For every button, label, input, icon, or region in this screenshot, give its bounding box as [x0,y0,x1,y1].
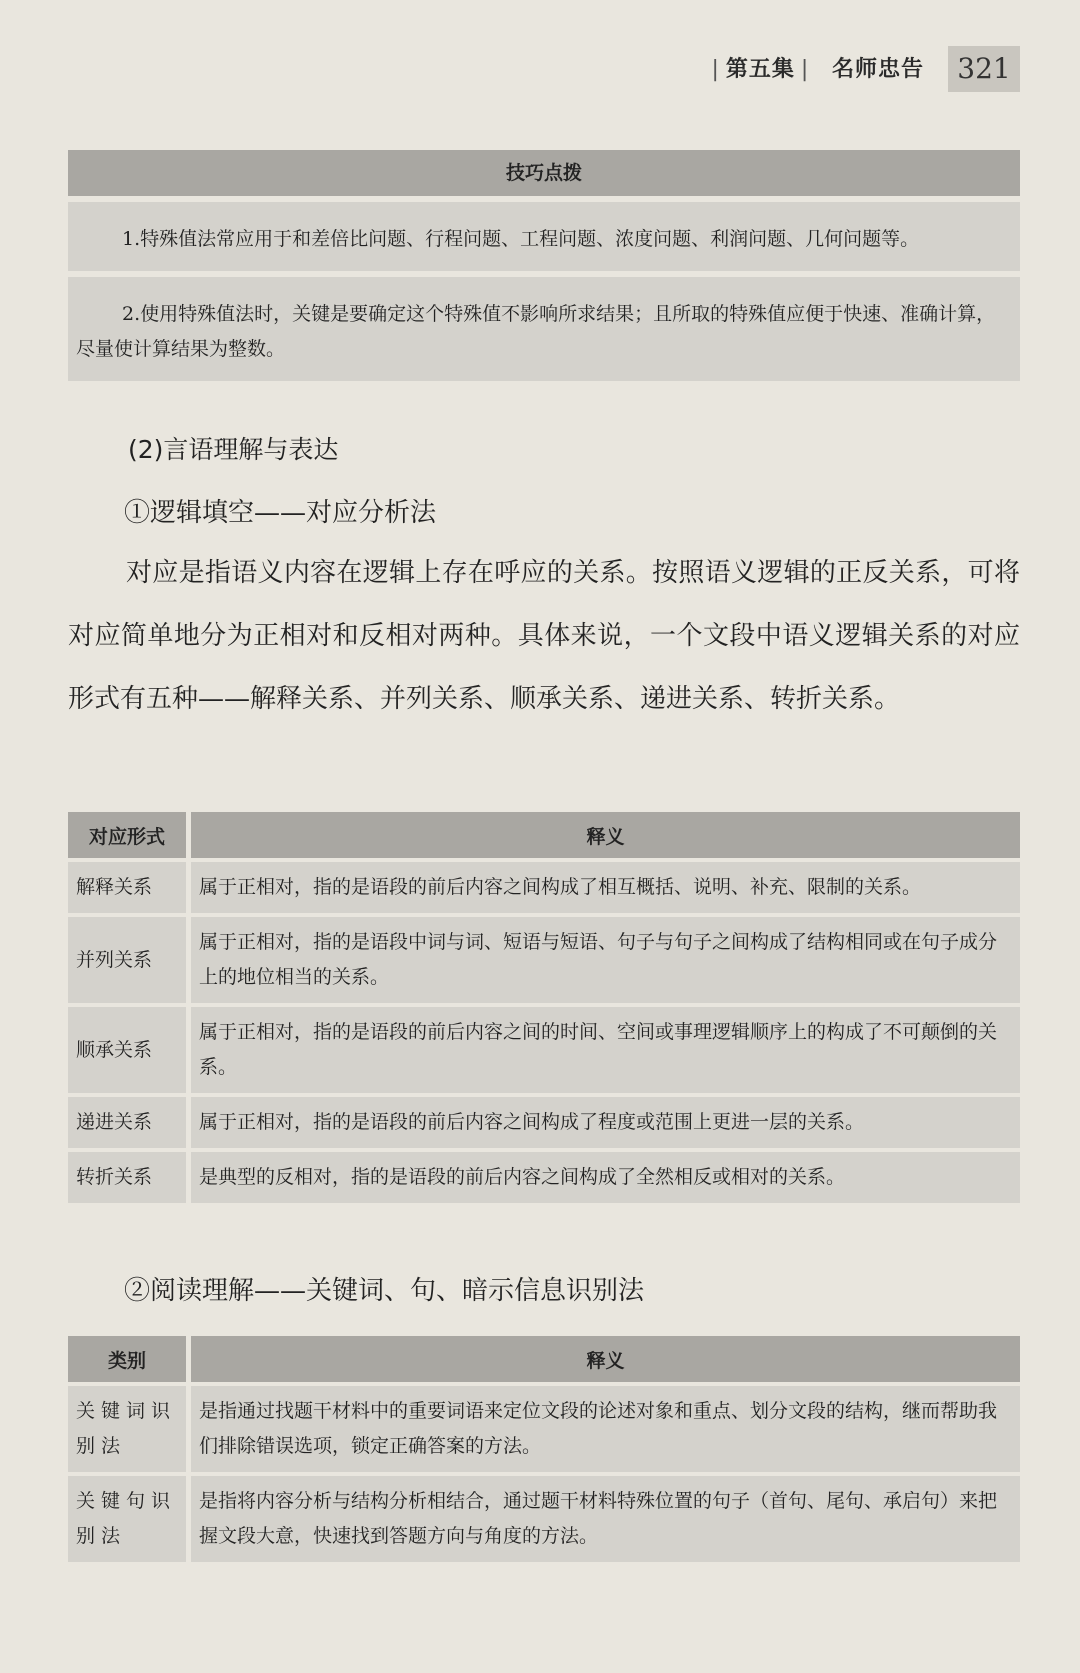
tips-box [68,150,1020,381]
table-row [68,1097,1020,1148]
table-row [68,862,1020,913]
table-cell: 属于正相对，指的是语段的前后内容之间的时间、空间或事理逻辑顺序上的构成了不可颠倒的关系。 [191,1007,1020,1093]
table-header-row [68,1336,1020,1382]
table-cell: 属于正相对，指的是语段中词与词、短语与短语、句子与句子之间构成了结构相同或在句子成分上的地位相当的关系。 [191,917,1020,1003]
table-cell: 属于正相对，指的是语段的前后内容之间构成了程度或范围上更进一层的关系。 [191,1097,1020,1148]
table-cell: 关键词识别法 [68,1386,191,1472]
table-cell: 并列关系 [68,917,191,1003]
table-row [68,1476,1020,1562]
table-cell: 是指通过找题干材料中的重要词语来定位文段的论述对象和重点、划分文段的结构，继而帮助我们排除错误选项，锁定正确答案的方法。 [191,1386,1020,1472]
table-header: 释义 [191,1336,1020,1382]
table-header: 对应形式 [68,812,191,858]
table-cell: 是指将内容分析与结构分析相结合，通过题干材料特殊位置的句子（首句、尾句、承启句）来把握文段大意，快速找到答题方向与角度的方法。 [191,1476,1020,1562]
body-paragraph: 对应是指语义内容在逻辑上存在呼应的关系。按照语义逻辑的正反关系，可将对应简单地分为正相对和反相对两种。具体来说，一个文段中语义逻辑关系的对应形式有五种——解释关系、并列关系、顺承关系、递进关系、转折关系。 [68,558,1020,714]
table-cell: 转折关系 [68,1152,191,1203]
table-header: 释义 [191,812,1020,858]
tip-item: 1.特殊值法常应用于和差倍比问题、行程问题、工程问题、浓度问题、利润问题、几何问题等。 [68,202,1020,271]
table-cell: 解释关系 [68,862,191,913]
section-heading: (2)言语理解与表达 [128,435,339,464]
chapter-label: 第五集 [725,57,795,82]
correspondence-table [68,808,1020,1207]
section-label: 名师忠告 [831,57,924,82]
tips-title: 技巧点拨 [68,150,1020,196]
table-cell: 属于正相对，指的是语段的前后内容之间构成了相互概括、说明、补充、限制的关系。 [191,862,1020,913]
table-header-row [68,812,1020,858]
table-row [68,1386,1020,1472]
subsection-heading: ②阅读理解——关键词、句、暗示信息识别法 [124,1276,645,1306]
table-row [68,1152,1020,1203]
table-cell: 递进关系 [68,1097,191,1148]
table-cell: 顺承关系 [68,1007,191,1093]
running-head: | 第五集 | 名师忠告 [711,57,924,82]
subsection-heading: ①逻辑填空——对应分析法 [124,498,437,528]
table-row [68,917,1020,1003]
page-number: 321 [948,46,1020,92]
table-header: 类别 [68,1336,191,1382]
table-cell: 是典型的反相对，指的是语段的前后内容之间构成了全然相反或相对的关系。 [191,1152,1020,1203]
table-cell: 关键句识别法 [68,1476,191,1562]
table-row [68,1007,1020,1093]
tip-item: 2.使用特殊值法时，关键是要确定这个特殊值不影响所求结果；且所取的特殊值应便于快速、准确计算，尽量使计算结果为整数。 [68,277,1020,381]
reading-table [68,1332,1020,1566]
